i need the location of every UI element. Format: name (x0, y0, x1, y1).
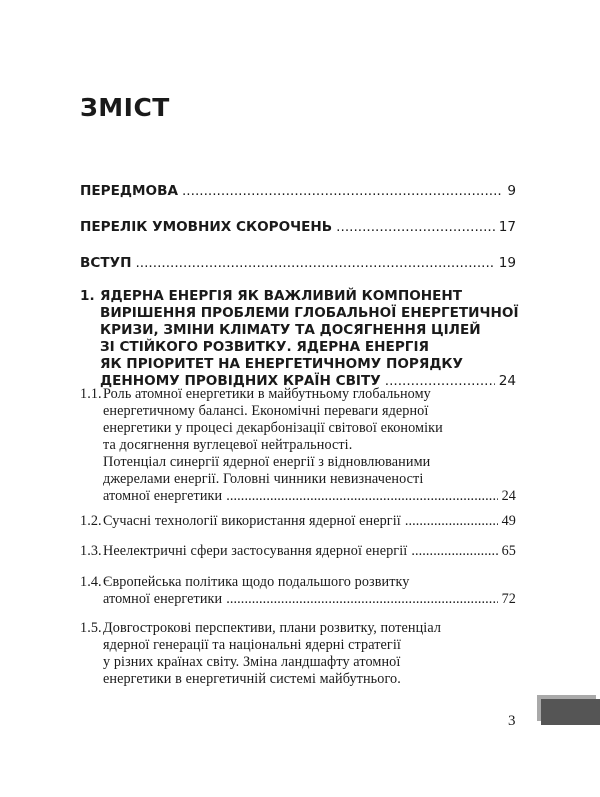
toc-page-number: 24 (501, 488, 516, 504)
toc-entry-number: 1.3. (80, 543, 102, 559)
toc-page-number: 24 (498, 373, 516, 389)
toc-entry-line: у різних країнах світу. Зміна ландшафту атомної (103, 654, 401, 670)
toc-page-number: 72 (501, 591, 516, 607)
toc-entry-line: енергетики у процесі декарбонізації світової економіки (103, 420, 443, 436)
toc-entry-line: джерелами енергії. Головні чинники невизначеності (103, 471, 424, 487)
toc-entry-line: ЯК ПРІОРИТЕТ НА ЕНЕРГЕТИЧНОМУ ПОРЯДКУ (100, 356, 464, 372)
toc-entry-label: ВСТУП (80, 255, 132, 271)
toc-entry-introduction[interactable] (80, 255, 516, 272)
dot-leader (182, 183, 503, 200)
dot-leader (411, 543, 497, 560)
toc-entry-preface[interactable] (80, 183, 516, 200)
chapter-tab-marker (541, 699, 600, 725)
dot-leader (135, 255, 494, 272)
toc-page-number: 9 (507, 183, 516, 199)
toc-entry-line: ВИРІШЕННЯ ПРОБЛЕМИ ГЛОБАЛЬНОЇ ЕНЕРГЕТИЧНОЇ (100, 305, 519, 321)
toc-entry-number: 1.1. (80, 386, 102, 402)
toc-entry-chapter-1[interactable] (80, 288, 519, 390)
toc-entry-number: 1. (80, 288, 95, 304)
toc-entry-label: ПЕРЕДМОВА (80, 183, 178, 199)
toc-entry-label: Неелектричні сфери застосування ядерної енергії (103, 543, 408, 559)
toc-entry-line: атомної енергетики (103, 488, 223, 504)
toc-entry-section-1-5[interactable] (80, 620, 516, 688)
dot-leader (226, 488, 497, 505)
toc-entry-line: атомної енергетики (103, 591, 223, 607)
toc-entry-line: ядерної генерації та національні ядерні стратегії (103, 637, 401, 653)
page-title: ЗМІСТ (80, 93, 170, 122)
toc-entry-line: Роль атомної енергетики в майбутньому глобальному (103, 386, 431, 402)
toc-entry-section-1-2[interactable] (80, 513, 516, 530)
toc-entry-abbreviations[interactable] (80, 219, 516, 236)
toc-entry-section-1-3[interactable] (80, 543, 516, 560)
toc-entry-line: енергетичному балансі. Економічні переваги ядерної (103, 403, 429, 419)
toc-page-number: 49 (501, 513, 516, 529)
toc-entry-section-1-1[interactable] (80, 386, 516, 505)
toc-entry-line: Потенціал синергії ядерної енергії з відновлюваними (103, 454, 431, 470)
toc-entry-number: 1.4. (80, 574, 102, 590)
toc-entry-line: Довгострокові перспективи, плани розвитку, потенціал (103, 620, 442, 636)
page-number: 3 (508, 713, 516, 729)
toc-entry-line: ДЕННОМУ ПРОВІДНИХ КРАЇН СВІТУ (100, 373, 381, 389)
toc-entry-line: ЯДЕРНА ЕНЕРГІЯ ЯК ВАЖЛИВИЙ КОМПОНЕНТ (100, 288, 463, 304)
toc-page-number: 19 (498, 255, 516, 271)
dot-leader (405, 513, 498, 530)
toc-entry-line: ЗІ СТІЙКОГО РОЗВИТКУ. ЯДЕРНА ЕНЕРГІЯ (100, 339, 429, 355)
dot-leader (226, 591, 497, 608)
toc-page-number: 17 (498, 219, 516, 235)
toc-entry-label: ПЕРЕЛІК УМОВНИХ СКОРОЧЕНЬ (80, 219, 333, 235)
dot-leader (336, 219, 495, 236)
toc-entry-section-1-4[interactable] (80, 574, 516, 608)
toc-entry-number: 1.2. (80, 513, 102, 529)
toc-entry-line: КРИЗИ, ЗМІНИ КЛІМАТУ ТА ДОСЯГНЕННЯ ЦІЛЕЙ (100, 322, 481, 338)
toc-entry-line: Європейська політика щодо подальшого розвитку (103, 574, 410, 590)
toc-entry-line: та досягнення вуглецевої нейтральності. (103, 437, 353, 453)
toc-page-number: 65 (501, 543, 516, 559)
toc-entry-line: енергетики в енергетичній системі майбутнього. (103, 671, 401, 687)
toc-entry-label: Сучасні технології використання ядерної енергії (103, 513, 401, 529)
toc-entry-number: 1.5. (80, 620, 102, 636)
